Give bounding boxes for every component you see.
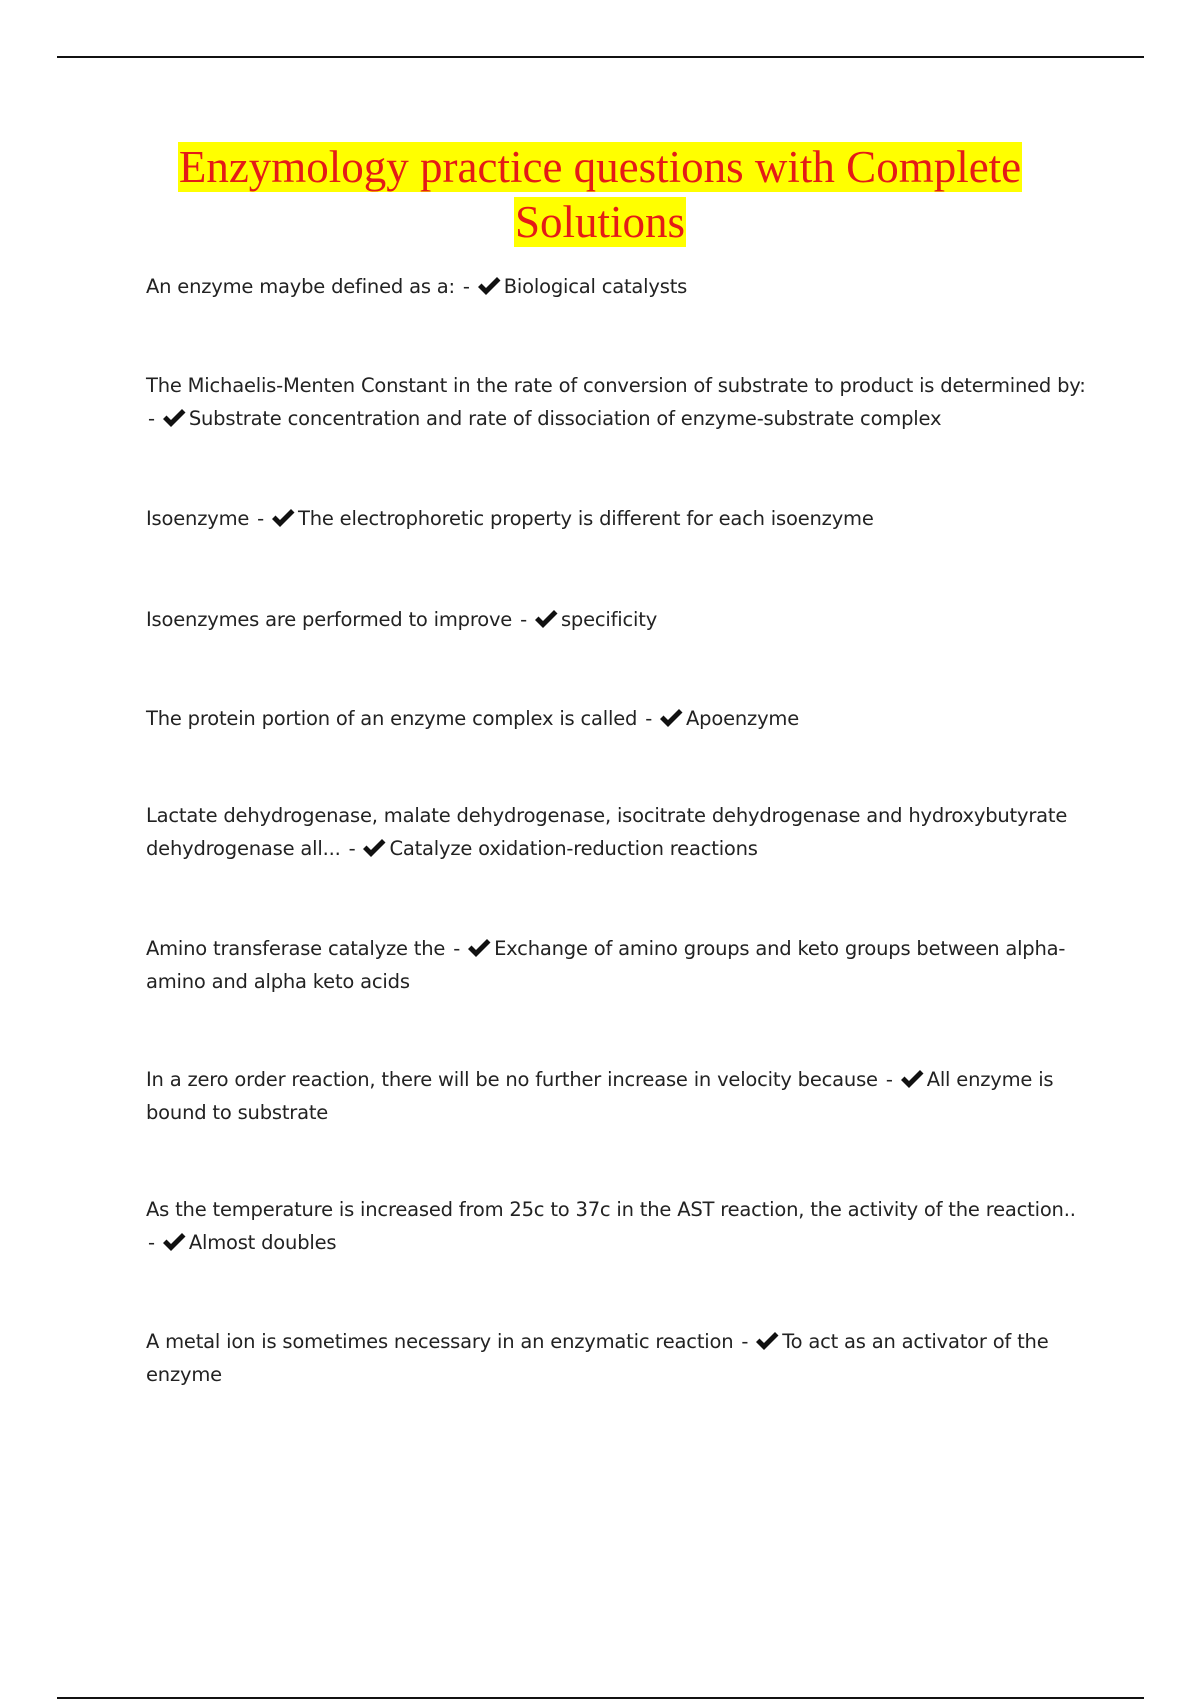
qa-item	[146, 702, 1086, 735]
question-text: In a zero order reaction, there will be no further increase in velocity because	[146, 1068, 878, 1091]
separator: -	[645, 707, 653, 730]
answer-text: Almost doubles	[188, 1231, 337, 1254]
answer-text: Substrate concentration and rate of dissociation of enzyme-substrate complex	[188, 407, 942, 430]
question-text: A metal ion is sometimes necessary in an enzymatic reaction	[146, 1330, 734, 1353]
title-line-1: Enzymology practice questions with Complete	[178, 142, 1022, 192]
separator: -	[348, 837, 356, 860]
separator: -	[741, 1330, 749, 1353]
separator: -	[453, 937, 461, 960]
check-mark-icon	[161, 1231, 187, 1253]
question-text: The Michaelis-Menten Constant in the rate of conversion of substrate to product is determined by:	[146, 374, 1086, 397]
question-text: Lactate dehydrogenase, malate dehydrogenase, isocitrate dehydrogenase and hydroxybutyrate dehydrogenase all...	[146, 804, 1068, 860]
top-rule	[57, 56, 1144, 58]
check-mark-icon	[658, 707, 684, 729]
bottom-rule	[57, 1697, 1144, 1699]
answer-text: All enzyme is bound to substrate	[146, 1068, 1054, 1124]
answer-text: Exchange of amino groups and keto groups between alpha-amino and alpha keto acids	[146, 937, 1066, 993]
title-line-2: Solutions	[514, 197, 686, 247]
qa-item	[146, 932, 1086, 998]
answer-text: specificity	[560, 608, 658, 631]
answer-text: Biological catalysts	[503, 275, 688, 298]
question-text: The protein portion of an enzyme complex is called	[146, 707, 638, 730]
question-text: Amino transferase catalyze the	[146, 937, 446, 960]
check-mark-icon	[533, 608, 559, 630]
separator: -	[257, 507, 265, 530]
separator: -	[520, 608, 527, 631]
answer-text: Apoenzyme	[686, 707, 800, 730]
check-mark-icon	[754, 1330, 780, 1352]
separator: -	[885, 1068, 893, 1091]
check-mark-icon	[476, 275, 502, 297]
qa-item	[146, 1063, 1086, 1129]
check-mark-icon	[899, 1068, 925, 1090]
answer-text: To act as an activator of the enzyme	[146, 1330, 1049, 1386]
question-text: An enzyme maybe defined as a:	[146, 275, 455, 298]
qa-item	[146, 270, 1086, 303]
check-mark-icon	[270, 507, 296, 529]
qa-item	[146, 603, 1086, 636]
separator: -	[462, 275, 470, 298]
separator: -	[148, 1231, 155, 1254]
page-title	[0, 140, 1200, 250]
answer-text: Catalyze oxidation-reduction reactions	[389, 837, 758, 860]
qa-item	[146, 799, 1086, 865]
separator: -	[148, 407, 155, 430]
question-text: Isoenzyme	[146, 507, 250, 530]
qa-item	[146, 1193, 1086, 1259]
answer-text: The electrophoretic property is different for each isoenzyme	[298, 507, 874, 530]
check-mark-icon	[361, 837, 387, 859]
question-text: As the temperature is increased from 25c to 37c in the AST reaction, the activity of the reaction..	[146, 1198, 1076, 1221]
check-mark-icon	[161, 407, 187, 429]
qa-item	[146, 1325, 1086, 1391]
check-mark-icon	[466, 937, 492, 959]
qa-item	[146, 369, 1086, 435]
qa-item	[146, 502, 1086, 535]
question-text: Isoenzymes are performed to improve	[146, 608, 513, 631]
